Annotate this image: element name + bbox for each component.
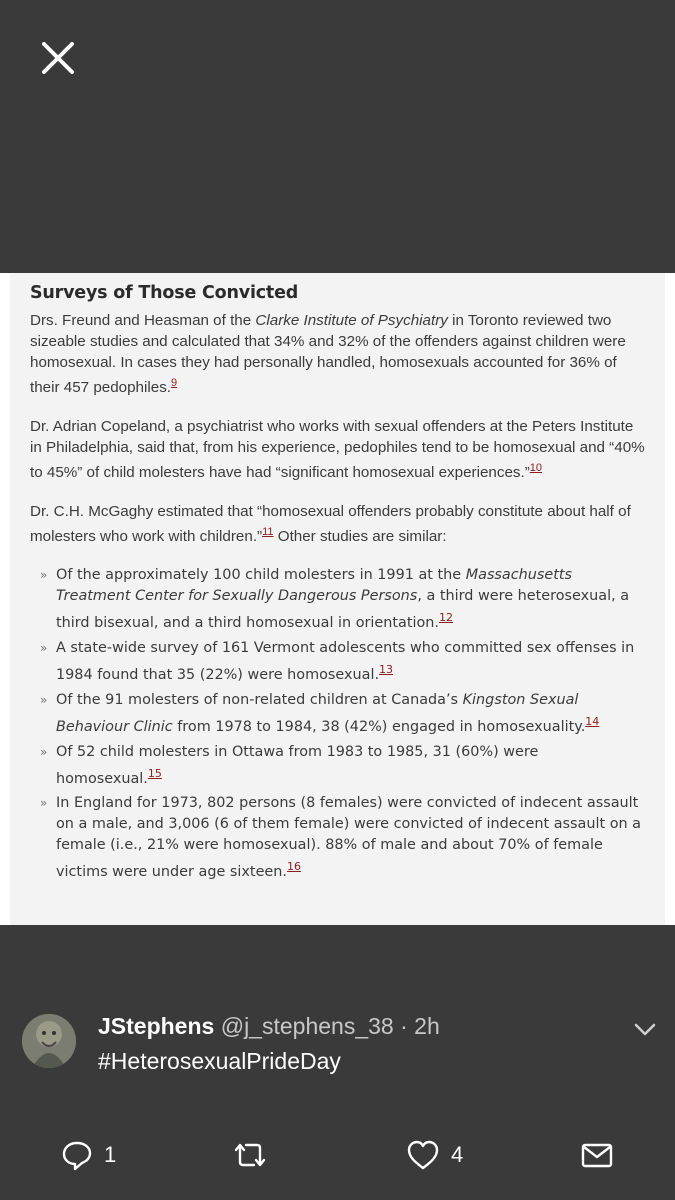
footnote-link[interactable]: 13 [379,662,394,676]
document-content [10,273,665,925]
timestamp[interactable]: 2h [414,1013,440,1039]
bullet-icon: » [40,640,48,655]
more-options-button[interactable] [632,1017,658,1043]
paragraph-freund: Drs. Freund and Heasman of the Clarke Institute of Psychiatry in Toronto reviewed two sizeable studies and calculated that 34% and 32% of the offenders against children were homosexual. In cases they had personally handled, homosexuals accounted for 36% of their 457 pedophiles.$^9$ [30,312,626,397]
chevron-down-icon [632,1017,658,1043]
share-button[interactable] [580,1138,614,1172]
list-item: » Of 52 child molesters in Ottawa from 1983 to 1985, 31 (60%) were homosexual.$^{15}$ [40,743,539,787]
tweet-header [98,1013,440,1040]
heart-icon [405,1138,441,1172]
avatar-image-icon [22,1014,76,1068]
close-icon [41,41,75,75]
footnote-link[interactable]: 15 [147,766,162,780]
reply-button[interactable] [60,1138,116,1172]
tweet-text[interactable]: #HeterosexualPrideDay [98,1048,341,1074]
footnote-link[interactable]: 11 [262,526,274,539]
footnote-link[interactable]: 12 [439,611,454,625]
user-handle[interactable]: @j_stephens_38 [220,1013,394,1039]
retweet-button[interactable] [230,1138,280,1172]
envelope-icon [580,1138,614,1172]
paragraph-mcgaghy: Dr. C.H. McGaghy estimated that “homosexual offenders probably constitute about half of molesters who work with children.”$^{11}$ Other studies are similar: [30,503,631,546]
retweet-icon [230,1138,270,1172]
document-image[interactable] [0,273,675,925]
footnote-link[interactable]: 14 [585,714,600,728]
like-button[interactable] [405,1138,463,1172]
bullet-icon: » [40,744,48,759]
list-item: » Of the 91 molesters of non-related children at Canada’s Kingston Sexual Behaviour Clinic from 1978 to 1984, 38 (42%) engaged in homosexuality.$^{14}$ [40,691,600,735]
avatar[interactable] [22,1014,76,1068]
like-count: 4 [451,1142,464,1167]
document-title: Surveys of Those Convicted [30,283,299,303]
footnote-link[interactable]: 16 [286,860,301,874]
close-button[interactable] [34,34,82,82]
bullet-icon: » [40,568,48,583]
list-item: » A state-wide survey of 161 Vermont adolescents who committed sex offenses in 1984 found that 35 (22%) were homosexual.$^{13}$ [40,639,635,683]
reply-count: 1 [104,1142,117,1167]
separator: · [393,1013,415,1039]
list-item: » In England for 1973, 802 persons (8 females) were convicted of indecent assault on a male, and 3,006 (6 of them female) were convicted of indecent assault on a female (i.e., 21% were homosexual). 88% of male and about 70% of female victims were under age sixteen.$^{16}$ [40,795,642,881]
footnote-link[interactable]: 9 [171,377,178,389]
list-item: » Of the approximately 100 child molesters in 1991 at the Massachusetts Treatment Center for Sexually Dangerous Persons, a third were heterosexual, a third bisexual, and a third homosexual in orientation.$^{12}$ [40,567,630,631]
reply-icon [60,1138,94,1172]
bullet-icon: » [40,692,48,707]
paragraph-copeland: Dr. Adrian Copeland, a psychiatrist who works with sexual offenders at the Peters Institute in Philadelphia, said that, from his experience, pedophiles tend to be homosexual and “40% to 45%” of child molesters have had “significant homosexual experiences.”$^{10}$ [30,418,645,482]
tweet-actions [0,1138,675,1184]
footnote-link[interactable]: 10 [529,462,543,475]
bullet-icon: » [40,796,48,811]
display-name[interactable]: JStephens [98,1013,215,1039]
studies-list [30,565,645,883]
